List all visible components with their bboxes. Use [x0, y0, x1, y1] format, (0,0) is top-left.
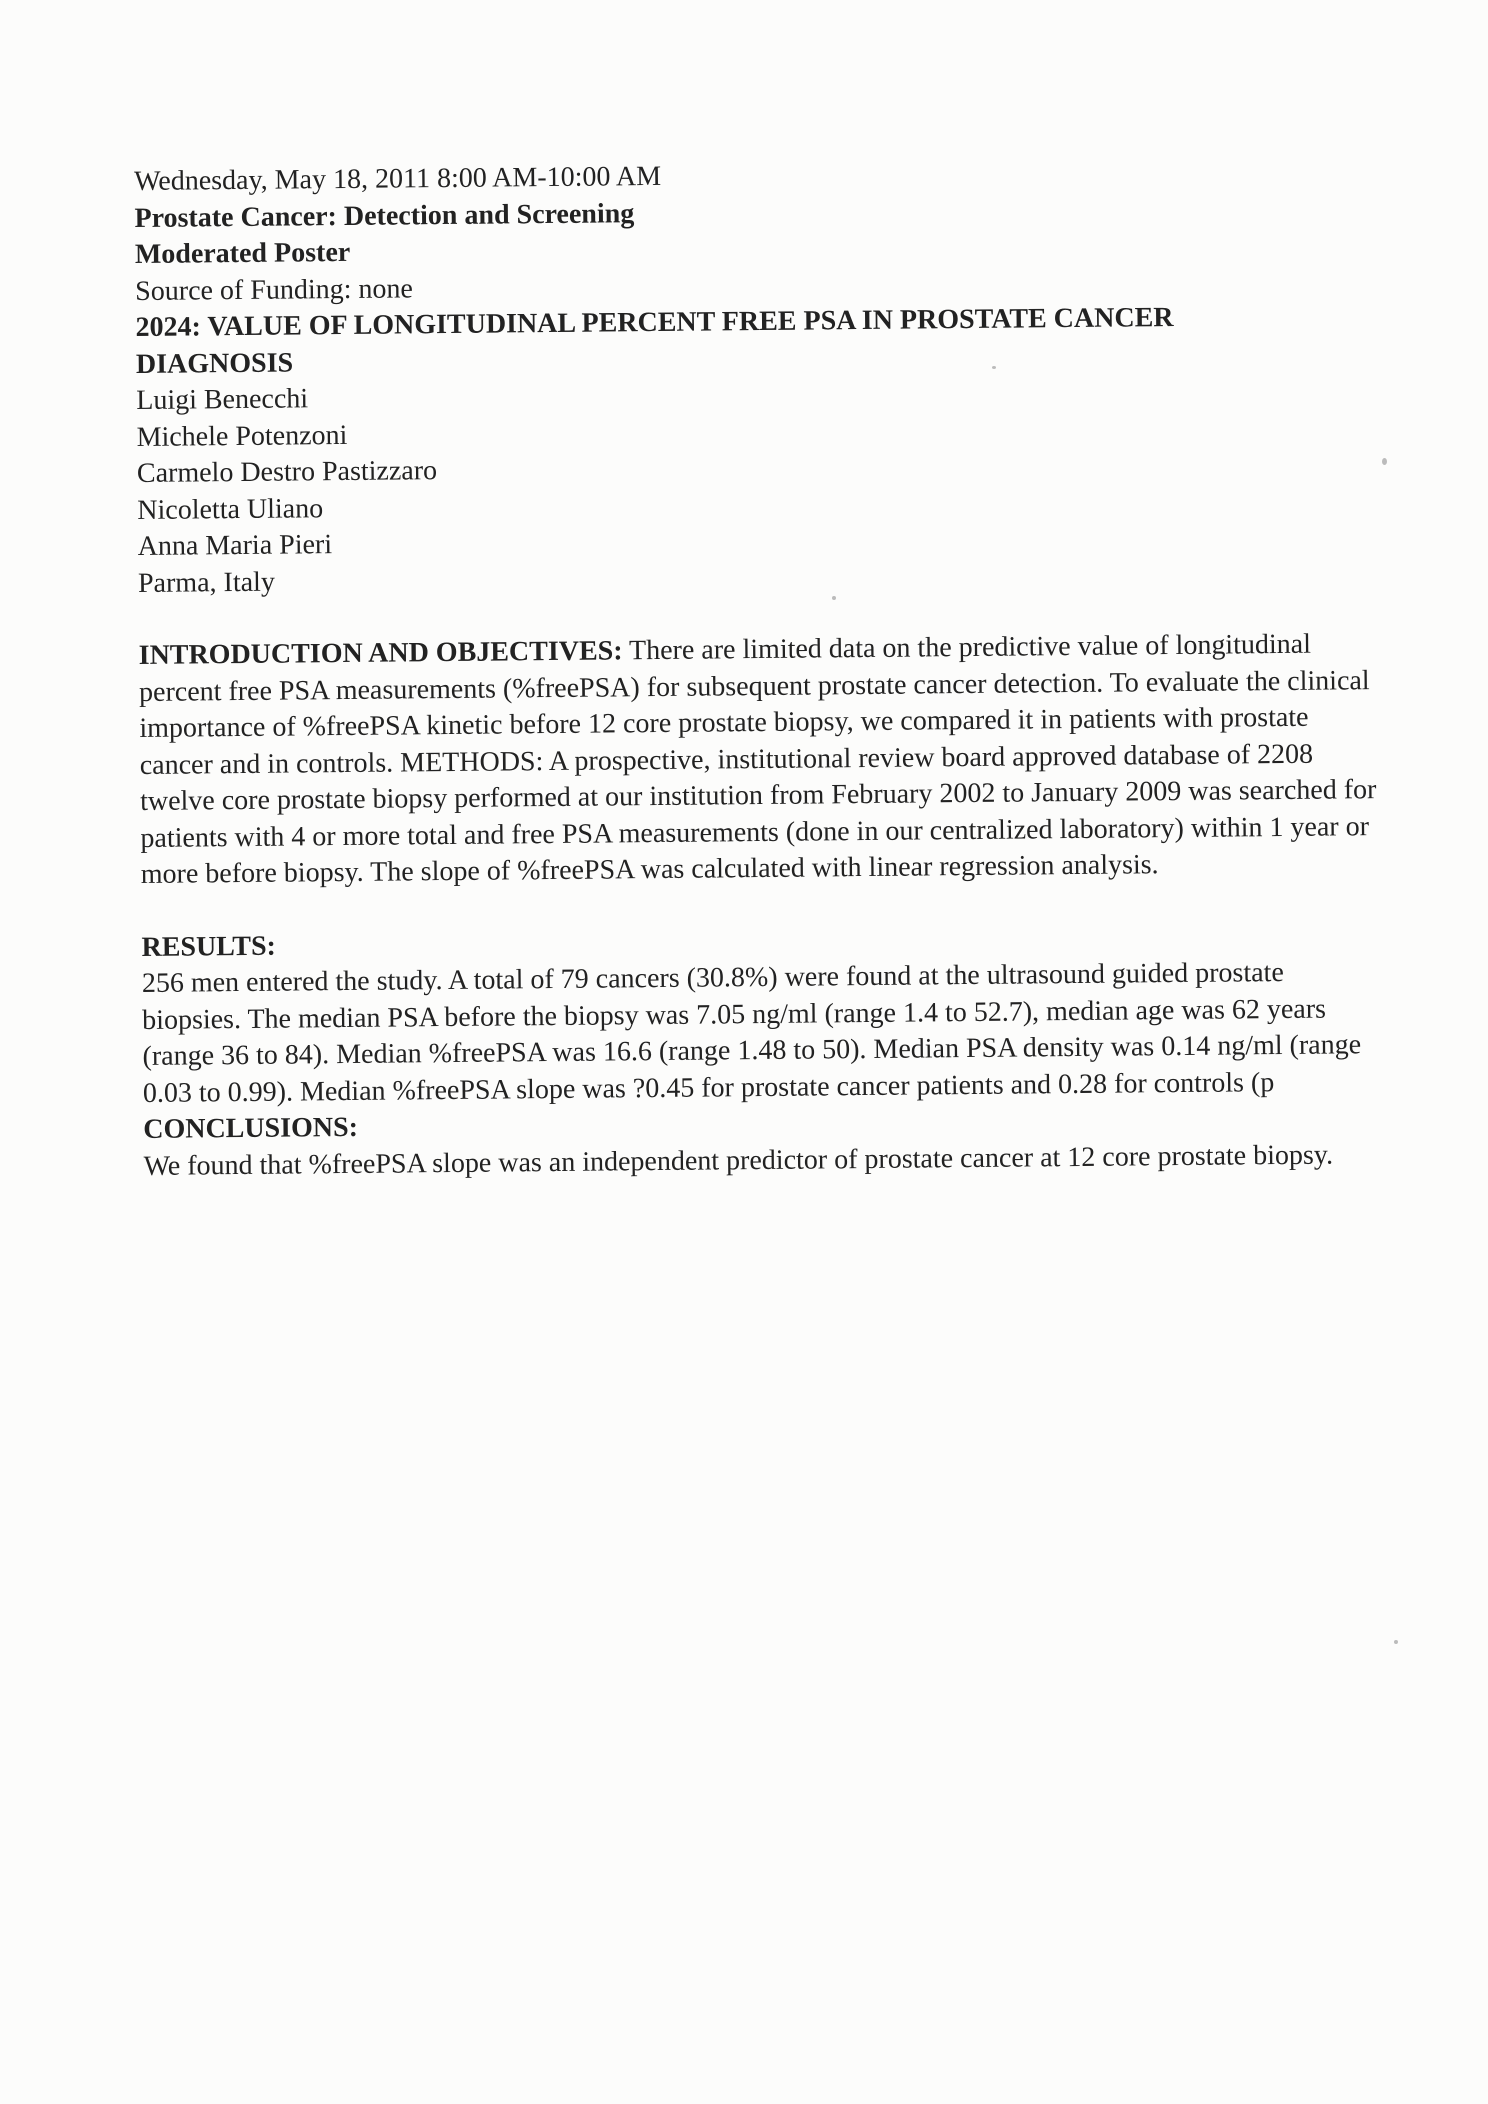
session-date-time: Wednesday, May 18, 2011 8:00 AM-10:00 AM	[134, 160, 662, 197]
presentation-format: Moderated Poster	[134, 236, 351, 270]
results-heading: RESULTS:	[141, 930, 277, 963]
introduction-paragraph	[139, 626, 1386, 893]
author-name: Luigi Benecchi	[136, 383, 309, 416]
author-name: Carmelo Destro Pastizzaro	[136, 455, 438, 489]
author-location: Parma, Italy	[137, 566, 276, 599]
conclusions-heading: CONCLUSIONS:	[143, 1111, 359, 1145]
abstract-title-line-1: 2024: VALUE OF LONGITUDINAL PERCENT FREE PSA IN PROSTATE CANCER	[135, 302, 1174, 343]
introduction-heading: INTRODUCTION AND OBJECTIVES:	[138, 635, 623, 671]
author-name: Michele Potenzoni	[136, 419, 348, 453]
scan-speck	[832, 596, 836, 600]
funding-source: Source of Funding: none	[135, 272, 413, 307]
session-title: Prostate Cancer: Detection and Screening	[134, 197, 635, 234]
conclusions-text: We found that %freePSA slope was an independent predictor of prostate cancer at 12 core prostate biopsy.	[143, 1139, 1334, 1182]
scan-speck	[1382, 458, 1387, 465]
abstract-body	[134, 152, 1394, 1185]
scan-speck	[992, 366, 996, 369]
abstract-title-line-2: DIAGNOSIS	[135, 346, 294, 380]
author-name: Anna Maria Pieri	[137, 529, 333, 562]
author-name: Nicoletta Uliano	[137, 492, 324, 526]
introduction-text: There are limited data on the predictive value of longitudinal percent free PSA measurements (%freePSA) for subsequent prostate cancer detection. To evaluate the clinical importance of %freePSA kinetic before 12 core prostate biopsy, we compared it in patients with prostate cancer and in controls. METHODS: A prospective, institutional review board approved database of 2208 twelve core prostate biopsy performed at our institution from February 2002 to January 2009 was searched for patients with 4 or more total and free PSA measurements (done in our centralized laboratory) within 1 year or more before biopsy. The slope of %freePSA was calculated with linear regression analysis.	[138, 628, 1377, 890]
scan-speck	[1394, 1640, 1398, 1644]
results-text: 256 men entered the study. A total of 79 cancers (30.8%) were found at the ultrasound guided prostate biopsies. The median PSA before the biopsy was 7.05 ng/ml (range 1.4 to 52.7), median age was 62 years (range 36 to 84). Median %freePSA was 16.6 (range 1.48 to 50). Median PSA density was 0.14 ng/ml (range 0.03 to 0.99). Median %freePSA slope was ?0.45 for prostate cancer patients and 0.28 for controls (p	[141, 957, 1362, 1109]
